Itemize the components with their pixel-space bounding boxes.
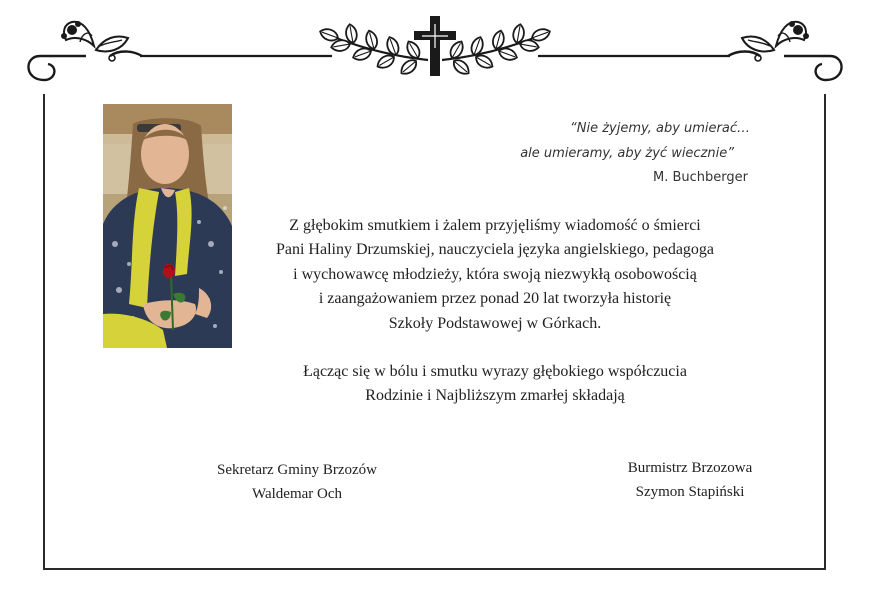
signature-left [187, 458, 407, 506]
signature-left-title: Sekretarz Gminy Brzozów [217, 462, 377, 478]
quote-block [390, 116, 750, 189]
quote-line-1: “Nie żyjemy, aby umierać… [570, 121, 750, 136]
text-line: Szkoły Podstawowej w Górkach. [388, 314, 602, 332]
cross-icon [414, 16, 456, 76]
header-ornament [0, 0, 870, 100]
text-line: Pani Haliny Drzumskiej, nauczyciela języka angielskiego, pedagoga [275, 241, 715, 259]
floral-flourish-icon [28, 21, 142, 80]
announcement-paragraph-1 [255, 214, 735, 336]
laurel-right-icon [442, 23, 552, 77]
text-line: Rodzinie i Najbliższym zmarłej składają [365, 387, 625, 405]
laurel-left-icon [318, 23, 428, 77]
announcement-paragraph-2 [255, 360, 735, 409]
portrait-photo [103, 104, 232, 348]
announcement-text [255, 214, 735, 409]
text-line: Z głębokim smutkiem i żalem przyjęliśmy wiadomość o śmierci [289, 217, 701, 234]
signature-left-name: Waldemar Och [252, 486, 342, 502]
text-line: i wychowawcę młodzieży, która swoją niezwykłą osobowością [293, 265, 697, 283]
signature-right [580, 456, 800, 504]
text-line: Łącząc się w bólu i smutku wyrazy głębokiego współczucia [303, 363, 687, 381]
quote-author: M. Buchberger [653, 170, 748, 185]
signature-right-name: Szymon Stapiński [635, 484, 745, 500]
quote-line-2: ale umieramy, aby żyć wiecznie” [520, 146, 734, 161]
floral-flourish-icon [728, 21, 842, 80]
text-line: i zaangażowaniem przez ponad 20 lat tworzyła historię [318, 290, 672, 308]
signature-right-title: Burmistrz Brzozowa [627, 460, 753, 476]
